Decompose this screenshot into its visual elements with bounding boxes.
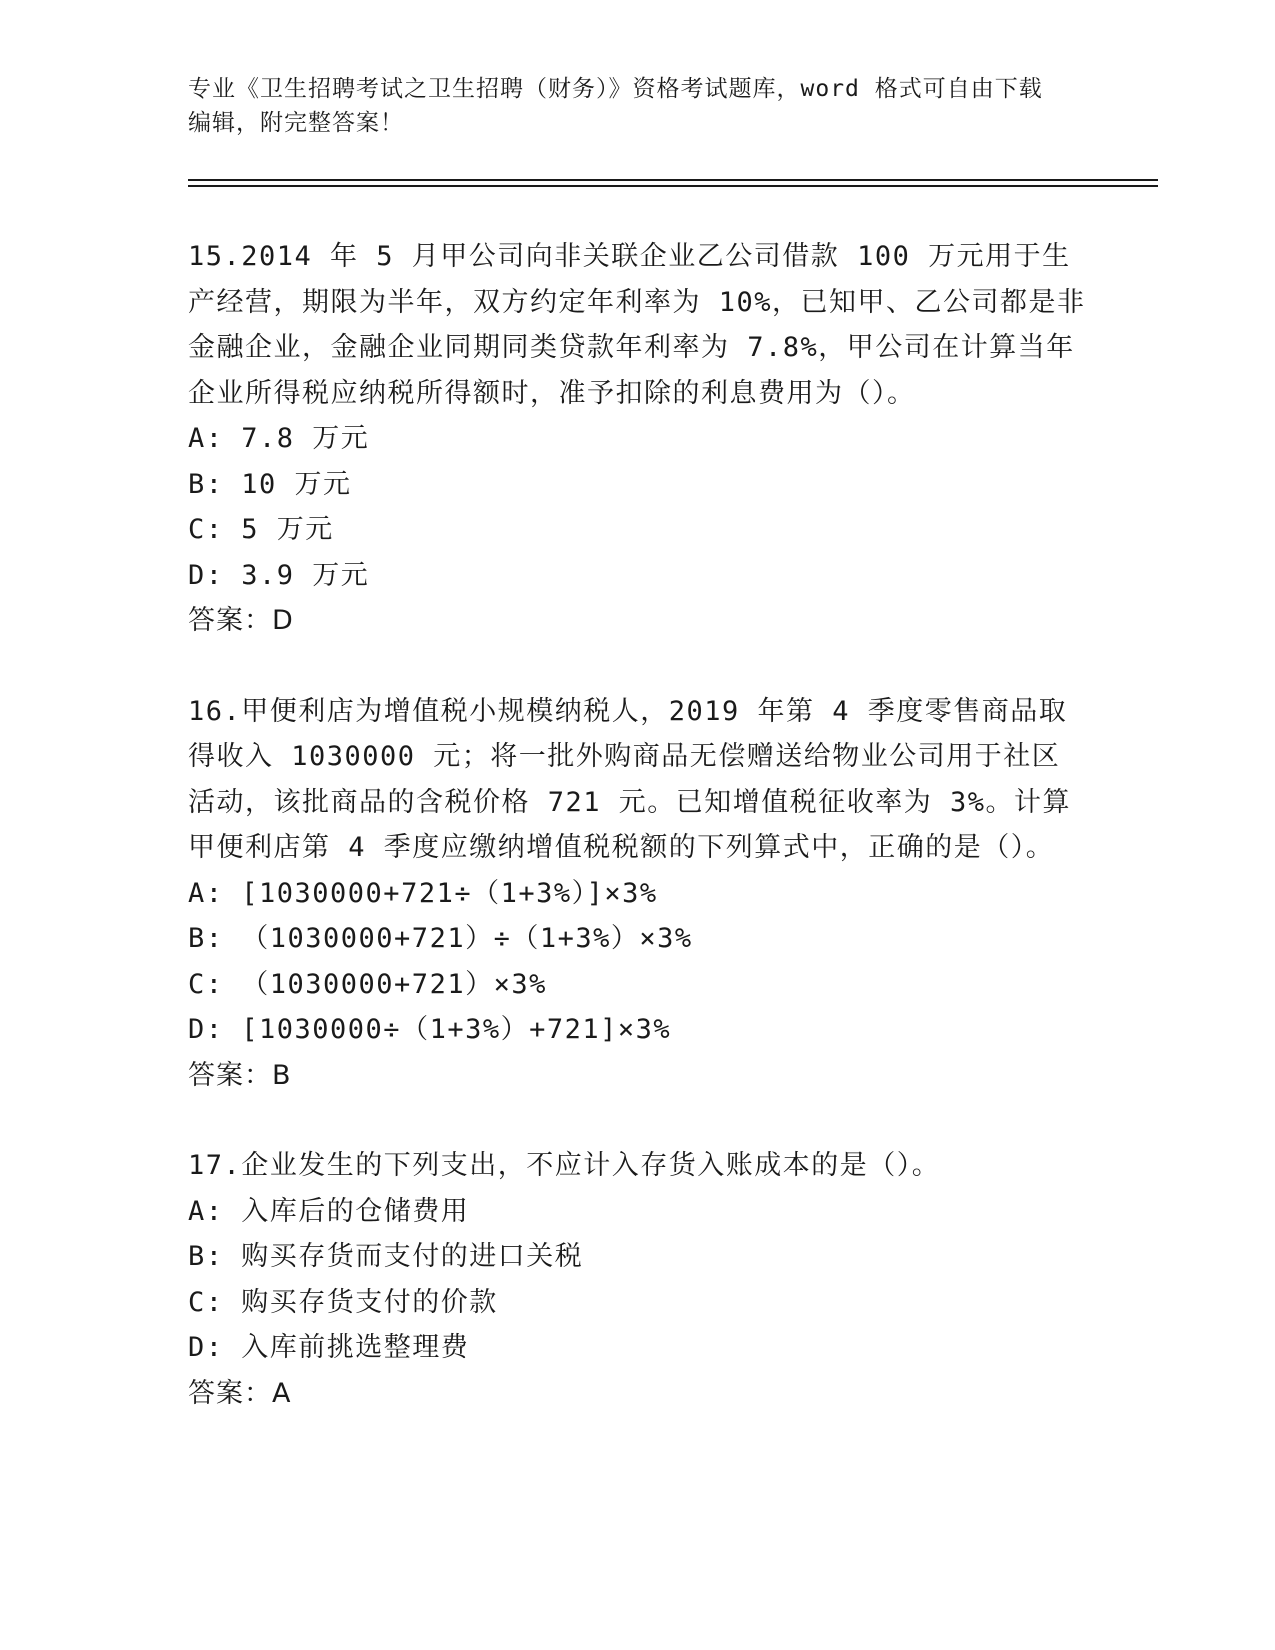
option-a: A: [1030000+721÷（1+3%）]×3%: [188, 877, 658, 909]
header-line-1: 专业《卫生招聘考试之卫生招聘（财务）》资格考试题库，word 格式可自由下载: [188, 76, 1043, 102]
header-divider-top: [188, 179, 1158, 181]
option-b: B: 购买存货而支付的进口关税: [188, 1241, 584, 1272]
option-c: C: 购买存货支付的价款: [188, 1286, 498, 1318]
question-16: [188, 689, 1088, 1099]
option-d: D: 3.9 万元: [188, 559, 370, 591]
answer-label: 答案：A: [188, 1377, 292, 1409]
document-header: [188, 72, 1088, 140]
question-list: [188, 234, 1088, 1461]
option-a: A: 入库后的仓储费用: [188, 1195, 470, 1227]
question-stem: 15.2014 年 5 月甲公司向非关联企业乙公司借款 100 万元用于生产经营，期限为半年，双方约定年利率为 10%，已知甲、乙公司都是非金融企业，金融企业同期同类贷款年利率为 7.8%，甲公司在计算当年企业所得税应纳税所得额时，准予扣除的利息费用为（）。: [188, 241, 1086, 409]
option-a: A: 7.8 万元: [188, 423, 370, 454]
option-c: C: 5 万元: [188, 514, 334, 545]
question-stem: 16.甲便利店为增值税小规模纳税人，2019 年第 4 季度零售商品取得收入 1030000 元；将一批外购商品无偿赠送给物业公司用于社区活动，该批商品的含税价格 721 元。已知增值税征收率为 3%。计算甲便利店第 4 季度应缴纳增值税税额的下列算式中，正确的是（）。: [188, 695, 1072, 863]
option-b: B: （1030000+721）÷（1+3%）×3%: [188, 923, 693, 954]
answer-label: 答案：B: [188, 1059, 292, 1091]
question-15: [188, 234, 1088, 644]
answer-label: 答案：D: [188, 605, 294, 636]
option-d: D: [1030000÷（1+3%）+721]×3%: [188, 1014, 672, 1045]
question-17: [188, 1143, 1088, 1416]
option-d: D: 入库前挑选整理费: [188, 1332, 470, 1363]
header-line-2: 编辑，附完整答案！: [188, 110, 404, 136]
option-b: B: 10 万元: [188, 468, 352, 500]
question-stem: 17.企业发生的下列支出，不应计入存货入账成本的是（）。: [188, 1150, 941, 1181]
header-divider-bottom: [188, 185, 1158, 187]
option-c: C: （1030000+721）×3%: [188, 968, 547, 1000]
